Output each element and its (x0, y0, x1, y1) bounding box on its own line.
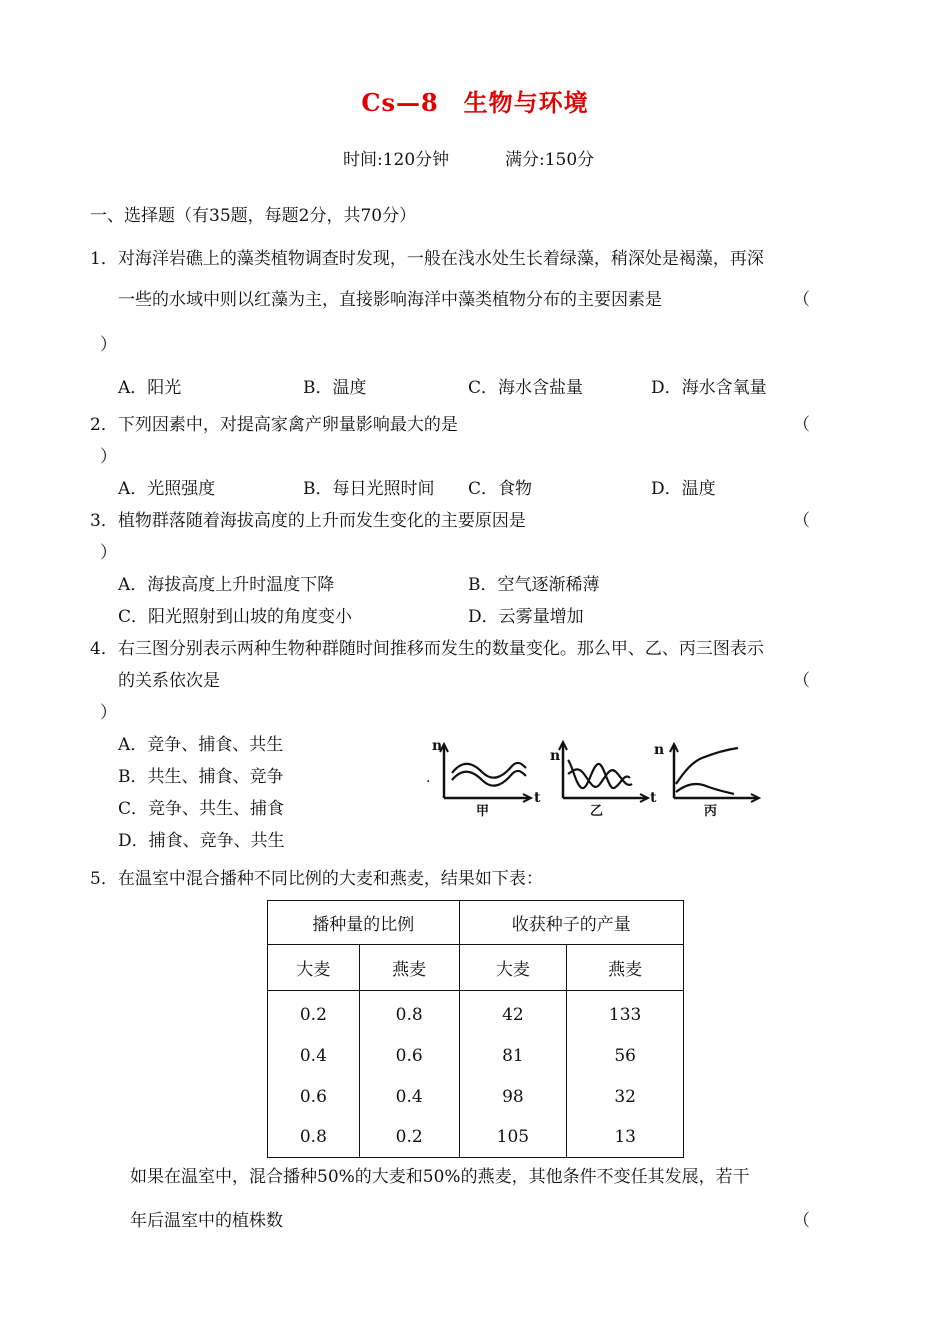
question-1-option-b: B．温度 (303, 378, 367, 398)
table-group-header-yield: 收获种子的产量 (459, 901, 683, 945)
question-5-open-paren: （ (793, 1211, 810, 1231)
graph-stray-mark: . (426, 770, 431, 786)
question-4-close-paren: ） (100, 703, 117, 723)
question-2-open-paren: （ (793, 415, 810, 435)
table-cell: 81 (459, 1036, 567, 1077)
question-3-option-a: A．海拔高度上升时温度下降 (118, 575, 335, 595)
question-3-line1: 3．植物群落随着海拔高度的上升而发生变化的主要原因是 (90, 511, 526, 531)
question-1-line1: 1．对海洋岩礁上的藻类植物调查时发现，一般在浅水处生长着绿藻，稍深处是褐藻，再深 (90, 249, 764, 269)
question-1-line2: 一些的水域中则以红藻为主，直接影响海洋中藻类植物分布的主要因素是 (118, 290, 662, 310)
table-cell: 32 (567, 1077, 684, 1118)
graph-bing-plot (668, 738, 768, 818)
graph-yi-plot (550, 738, 665, 818)
question-1-open-paren: （ (793, 290, 810, 310)
graph-bing (654, 738, 768, 819)
graph-jia-y-label: n (432, 738, 443, 754)
graph-bing-caption: 丙 (704, 804, 718, 819)
question-5-line2: 如果在温室中，混合播种50%的大麦和50%的燕麦，其他条件不变任其发展，若干 (130, 1167, 750, 1187)
question-3-close-paren: ） (100, 543, 117, 563)
graph-jia-x-label: t (534, 790, 541, 806)
page-title: Cs—8 生物与环境 (361, 88, 589, 117)
question-4-option-d: D．捕食、竞争、共生 (118, 831, 285, 851)
table-row (268, 1036, 684, 1077)
question-3-option-d: D．云雾量增加 (468, 607, 584, 627)
exam-score: 满分:150分 (505, 150, 595, 170)
table-subheader: 燕麦 (359, 945, 459, 991)
question-3-open-paren: （ (793, 511, 810, 531)
question-4-open-paren: （ (793, 671, 810, 691)
table-subheader: 大麦 (268, 945, 360, 991)
question-2-line1: 2．下列因素中，对提高家禽产卵量影响最大的是 (90, 415, 458, 435)
table-group-header-ratio: 播种量的比例 (268, 901, 460, 945)
question-2-option-d: D．温度 (651, 479, 716, 499)
seed-yield-table (267, 900, 684, 1158)
question-4-line1: 4．右三图分别表示两种生物种群随时间推移而发生的数量变化。那么甲、乙、丙三图表示 (90, 639, 764, 659)
question-1-option-c: C．海水含盐量 (468, 378, 584, 398)
table-row (268, 1118, 684, 1158)
exam-time: 时间:120分钟 (343, 150, 450, 170)
table-cell: 0.4 (359, 1077, 459, 1118)
graph-yi-y-label: n (550, 748, 561, 764)
table-cell: 0.2 (268, 991, 360, 1036)
graph-jia-caption: 甲 (476, 804, 490, 819)
table-row (268, 1077, 684, 1118)
table-cell: 0.6 (268, 1077, 360, 1118)
question-4-option-c: C．竞争、共生、捕食 (118, 799, 285, 819)
question-5-line3: 年后温室中的植株数 (130, 1211, 283, 1231)
question-1-close-paren: ） (100, 335, 117, 355)
question-2-option-a: A．光照强度 (118, 479, 216, 499)
table-cell: 105 (459, 1118, 567, 1158)
graph-yi (550, 738, 665, 819)
table-cell: 56 (567, 1036, 684, 1077)
table-row (268, 991, 684, 1036)
section-heading: 一、选择题（有35题，每题2分，共70分） (90, 206, 417, 226)
question-1-option-d: D．海水含氧量 (651, 378, 767, 398)
graph-jia (430, 738, 545, 818)
question-1-option-a: A．阳光 (118, 378, 182, 398)
graph-yi-caption: 乙 (590, 804, 604, 819)
table-cell: 0.4 (268, 1036, 360, 1077)
table-cell: 42 (459, 991, 567, 1036)
table-cell: 0.6 (359, 1036, 459, 1077)
table-subheader: 燕麦 (567, 945, 684, 991)
question-4-line2: 的关系依次是 (118, 671, 220, 691)
question-2-option-b: B．每日光照时间 (303, 479, 435, 499)
question-2-option-c: C．食物 (468, 479, 533, 499)
table-subheader: 大麦 (459, 945, 567, 991)
graph-bing-y-label: n (654, 742, 665, 758)
table-cell: 0.2 (359, 1118, 459, 1158)
question-3-option-b: B．空气逐渐稀薄 (468, 575, 600, 595)
table-cell: 0.8 (268, 1118, 360, 1158)
table-cell: 13 (567, 1118, 684, 1158)
question-2-close-paren: ） (100, 447, 117, 467)
table-cell: 0.8 (359, 991, 459, 1036)
question-3-option-c: C．阳光照射到山坡的角度变小 (118, 607, 353, 627)
table-cell: 98 (459, 1077, 567, 1118)
question-5-line1: 5．在温室中混合播种不同比例的大麦和燕麦，结果如下表： (90, 869, 543, 889)
question-4-option-a: A．竞争、捕食、共生 (118, 735, 284, 755)
table-cell: 133 (567, 991, 684, 1036)
graph-yi-x-label: t (650, 790, 657, 806)
question-4-option-b: B．共生、捕食、竞争 (118, 767, 284, 787)
